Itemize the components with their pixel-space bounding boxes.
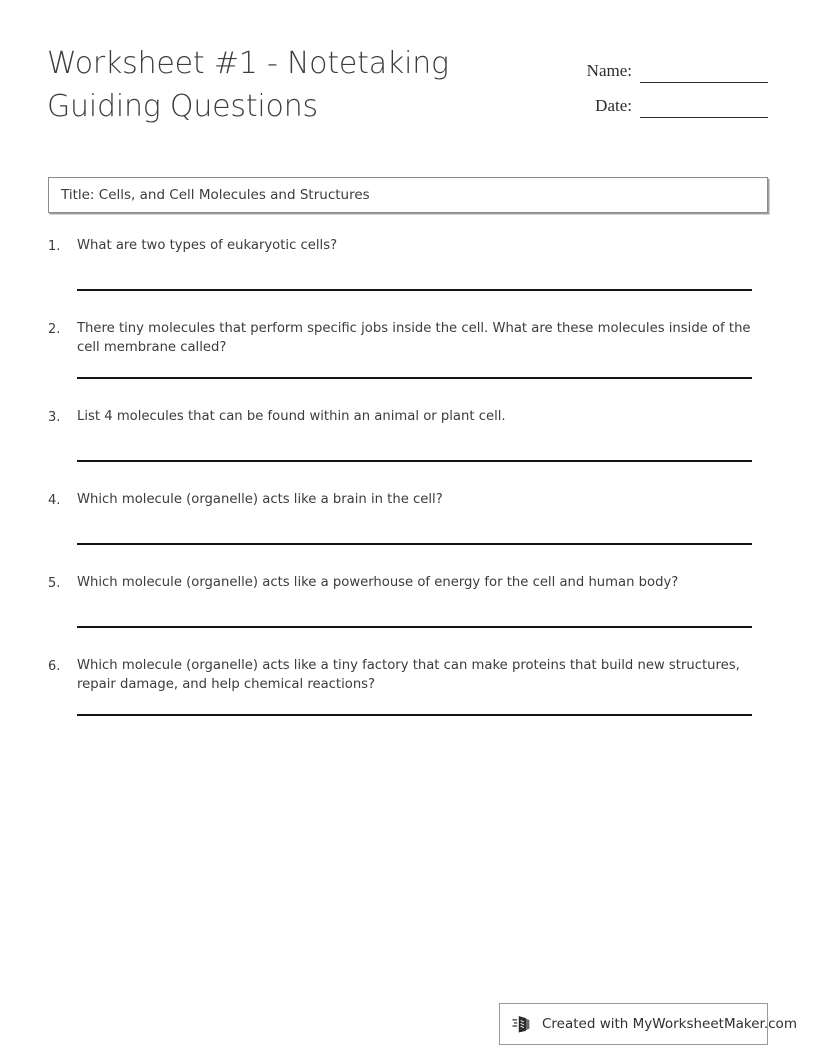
page-header bbox=[0, 0, 816, 150]
question-number: 3. bbox=[48, 410, 61, 425]
date-label: Date: bbox=[595, 96, 632, 115]
question-item bbox=[0, 656, 816, 716]
question-text: Which molecule (organelle) acts like a tiny factory that can make proteins that build new structures, repair damage, and help chemical reactions? bbox=[77, 658, 740, 692]
question-row bbox=[48, 656, 768, 694]
answer-line[interactable] bbox=[77, 289, 752, 291]
name-field-row bbox=[568, 48, 768, 83]
question-text: Which molecule (organelle) acts like a brain in the cell? bbox=[77, 492, 443, 507]
name-input-line[interactable] bbox=[640, 62, 768, 83]
question-item bbox=[0, 407, 816, 462]
question-item bbox=[0, 236, 816, 291]
question-item bbox=[0, 573, 816, 628]
question-number: 1. bbox=[48, 239, 61, 254]
question-number: 4. bbox=[48, 493, 61, 508]
created-with-badge-text: Created with MyWorksheetMaker.com bbox=[542, 1016, 797, 1032]
question-row bbox=[48, 236, 768, 256]
question-row bbox=[48, 407, 768, 427]
question-row bbox=[48, 490, 768, 510]
answer-line[interactable] bbox=[77, 714, 752, 716]
worksheet-title-box-text: Title: Cells, and Cell Molecules and Structures bbox=[61, 187, 370, 203]
date-field-row bbox=[568, 83, 768, 118]
question-number: 5. bbox=[48, 576, 61, 591]
answer-line[interactable] bbox=[77, 543, 752, 545]
name-date-block bbox=[568, 48, 768, 118]
question-text: What are two types of eukaryotic cells? bbox=[77, 238, 338, 253]
question-text: Which molecule (organelle) acts like a powerhouse of energy for the cell and human body? bbox=[77, 575, 679, 590]
date-input-line[interactable] bbox=[640, 97, 768, 118]
question-item bbox=[0, 490, 816, 545]
worksheet-title-box[interactable] bbox=[48, 177, 768, 213]
question-number: 2. bbox=[48, 322, 61, 337]
answer-line[interactable] bbox=[77, 377, 752, 379]
question-text: There tiny molecules that perform specific jobs inside the cell. What are these molecules inside of the cell membrane called? bbox=[77, 321, 751, 355]
question-row bbox=[48, 319, 768, 357]
page-title: Worksheet #1 - Notetaking Guiding Questions bbox=[47, 46, 449, 124]
name-label: Name: bbox=[586, 61, 632, 80]
created-with-badge[interactable] bbox=[499, 1003, 797, 1045]
question-item bbox=[0, 319, 816, 379]
worksheet-maker-logo-icon bbox=[512, 1013, 534, 1035]
question-row bbox=[48, 573, 768, 593]
question-text: List 4 molecules that can be found within an animal or plant cell. bbox=[77, 409, 506, 424]
questions-list bbox=[0, 236, 816, 716]
answer-line[interactable] bbox=[77, 460, 752, 462]
answer-line[interactable] bbox=[77, 626, 752, 628]
question-number: 6. bbox=[48, 659, 61, 674]
